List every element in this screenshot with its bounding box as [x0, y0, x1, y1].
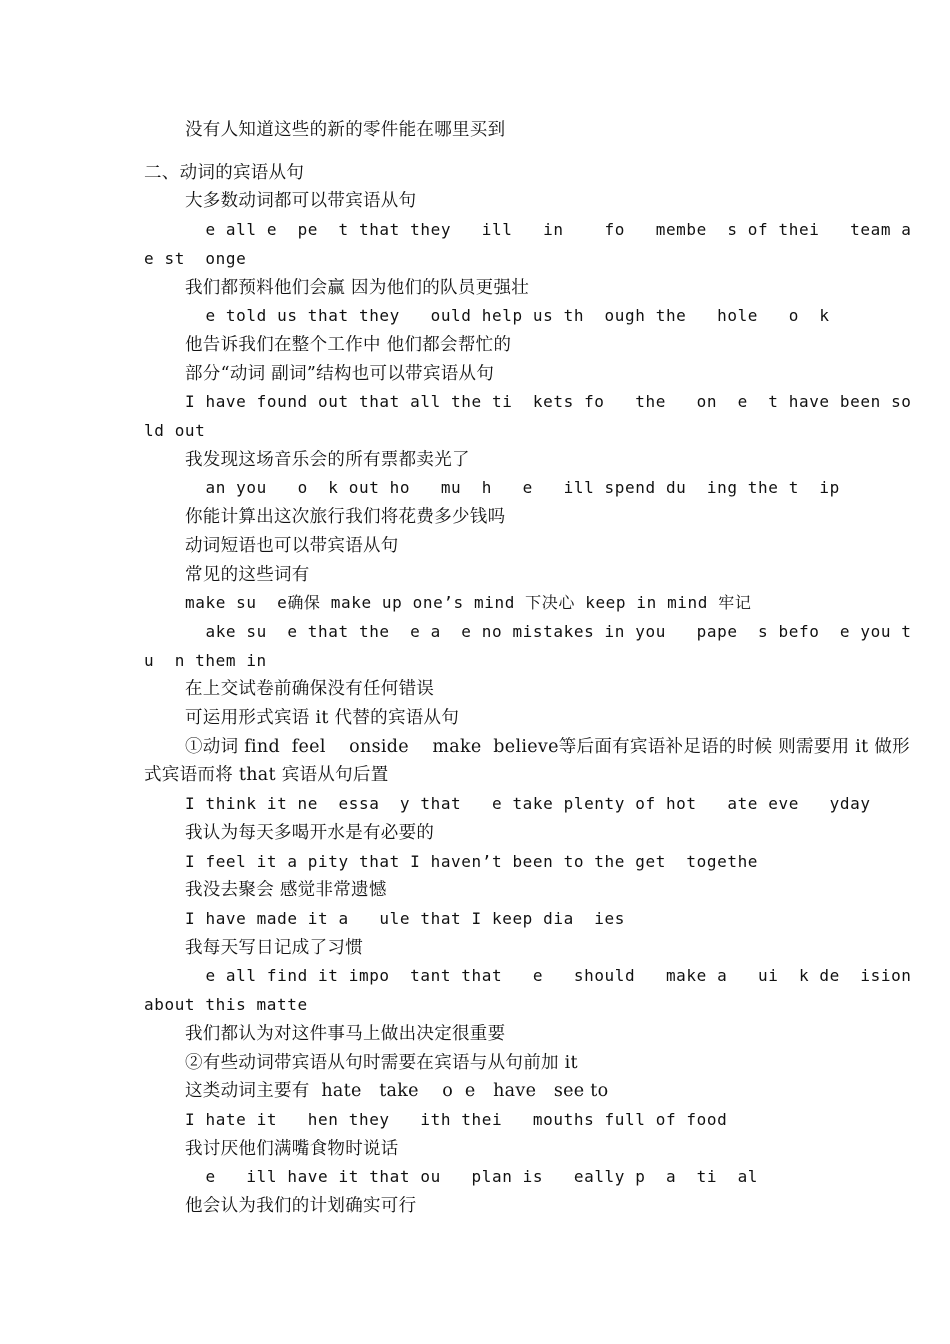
rule-line: ②有些动词带宾语从句时需要在宾语与从句前加 it	[185, 1052, 578, 1073]
translation-line: 他告诉我们在整个工作中 他们都会帮忙的	[185, 334, 512, 355]
translation-line: 我没去聚会 感觉非常遗憾	[185, 880, 387, 901]
example-sentence: e ill have it that ou plan is eally p a ti al	[185, 1167, 759, 1187]
example-sentence: e told us that they ould help us th ough the hole o k	[185, 306, 830, 326]
text-line: 这类动词主要有 hate take o e have see to	[185, 1081, 609, 1102]
example-sentence: an you o k out ho mu h e ill spend du ing the t ip	[185, 478, 840, 498]
section-heading: 二、动词的宾语从句	[144, 162, 305, 183]
example-sentence: I have made it a ule that I keep dia ies	[185, 908, 626, 928]
translation-line: 我发现这场音乐会的所有票都卖光了	[185, 449, 470, 470]
example-sentence: e all e pe t that they ill in fo membe s of thei team a e st onge	[144, 220, 933, 268]
text-line: 没有人知道这些的新的零件能在哪里买到	[185, 120, 506, 140]
text-line: 动词短语也可以带宾语从句	[185, 535, 399, 556]
example-sentence: I think it ne essa y that e take plenty of hot ate eve yday	[185, 794, 871, 814]
example-sentence: ake su e that the e a e no mistakes in you pape s befo e you tu n them in	[144, 621, 912, 670]
rule-line: ①动词 find feel onside make believe等后面有宾语补足语的时候 则需要用 it 做形式宾语而将 that 宾语从句后置	[144, 736, 910, 786]
translation-line: 我讨厌他们满嘴食物时说话	[185, 1138, 399, 1159]
example-sentence: I feel it a pity that I haven’t been to the get togethe	[185, 851, 759, 871]
text-line: 常见的这些词有	[185, 564, 310, 585]
translation-line: 在上交试卷前确保没有任何错误	[185, 679, 435, 700]
example-sentence: I have found out that all the ti kets fo the on e t have been sold out	[144, 392, 912, 441]
translation-line: 我认为每天多喝开水是有必要的	[185, 822, 435, 843]
translation-line: 我们都认为对这件事马上做出决定很重要	[185, 1023, 506, 1044]
text-line: 部分“动词 副词”结构也可以带宾语从句	[185, 363, 495, 384]
example-sentence: I hate it hen they ith thei mouths full of food	[185, 1109, 728, 1129]
example-sentence: e all find it impo tant that e should make a ui k de ision about this matte	[144, 966, 922, 1015]
translation-line: 你能计算出这次旅行我们将花费多少钱吗	[185, 507, 506, 528]
translation-line: 他会认为我们的计划确实可行	[185, 1196, 417, 1217]
translation-line: 我每天写日记成了习惯	[185, 937, 363, 958]
text-line: 大多数动词都可以带宾语从句	[185, 191, 417, 212]
document-body	[144, 116, 933, 1221]
text-line: 可运用形式宾语 it 代替的宾语从句	[185, 708, 460, 729]
phrase-list: make su e确保 make up one’s mind 下决心 keep in mind 牢记	[185, 593, 752, 613]
translation-line: 我们都预料他们会赢 因为他们的队员更强壮	[185, 277, 530, 298]
